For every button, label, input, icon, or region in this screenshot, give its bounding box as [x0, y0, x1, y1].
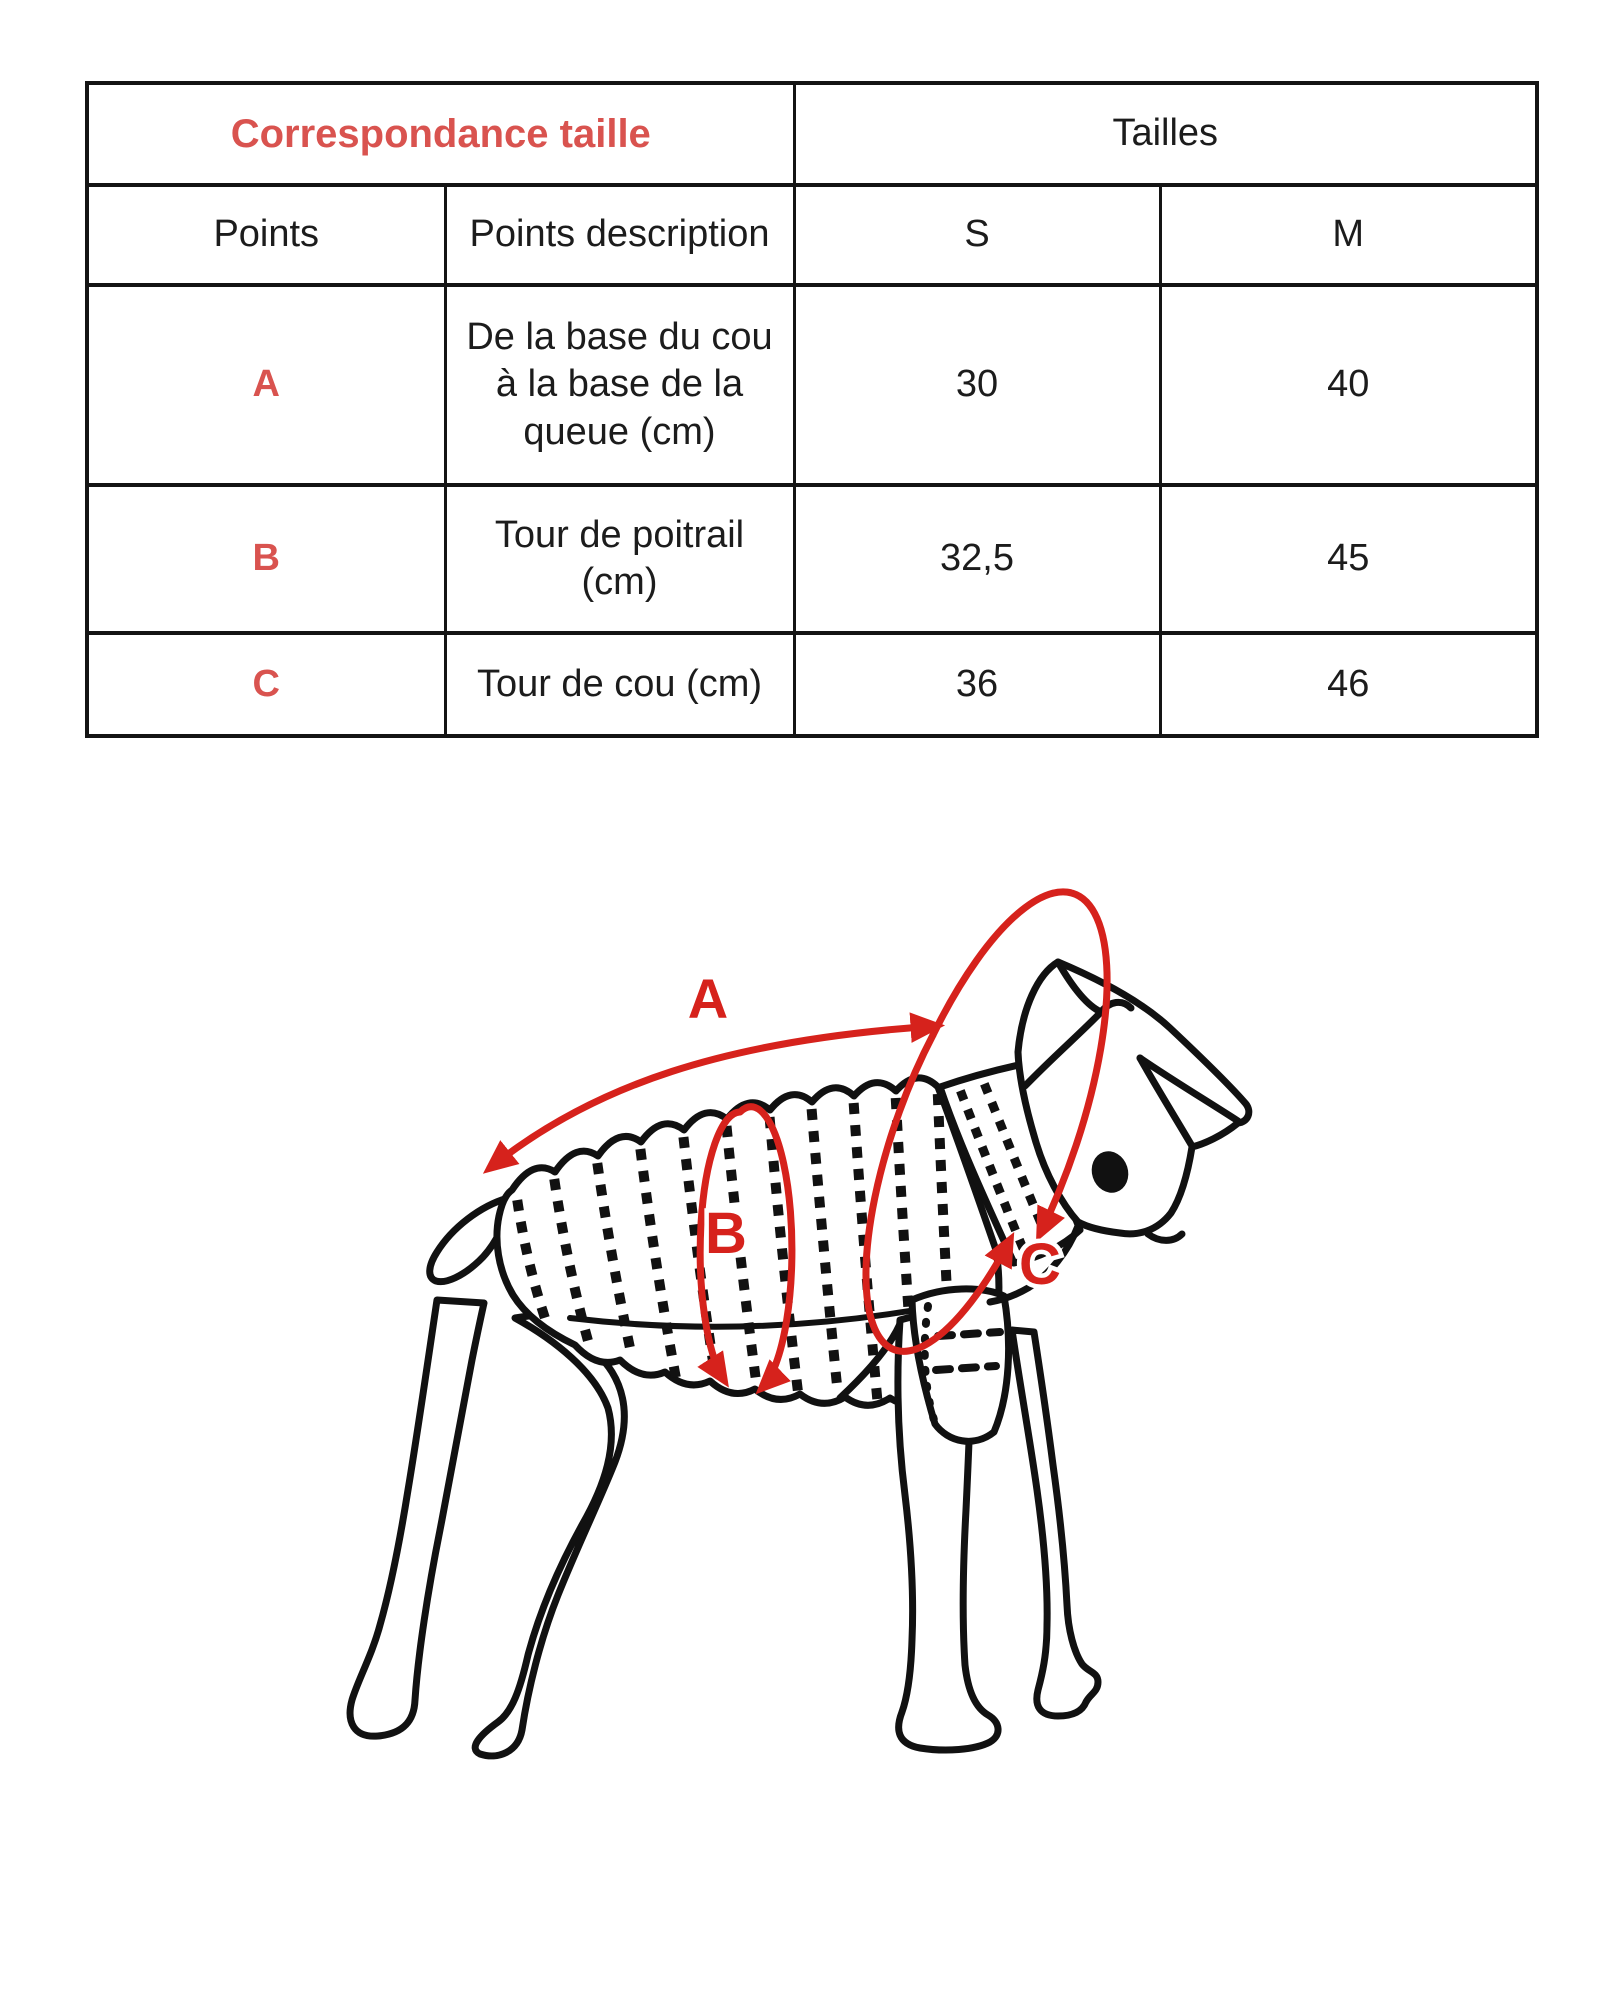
point-letter-b: B [87, 485, 445, 633]
dog-front-leg-far [1012, 1330, 1098, 1716]
diagram-label-c: C [1019, 1232, 1061, 1297]
value-b-s: 32,5 [794, 485, 1160, 633]
table-title: Correspondance taille [87, 83, 794, 185]
dog-line-art [350, 962, 1249, 1756]
value-a-m: 40 [1160, 285, 1537, 485]
dog-rear-leg-near [475, 1315, 624, 1756]
point-letter-a: A [87, 285, 445, 485]
col-header-points-description: Points description [445, 185, 794, 285]
value-b-m: 45 [1160, 485, 1537, 633]
col-header-size-s: S [794, 185, 1160, 285]
dog-mouth [1148, 1234, 1182, 1240]
description-b-text: Tour de poitrail (cm) [494, 513, 745, 603]
col-header-size-m: M [1160, 185, 1537, 285]
description-c-text: Tour de cou (cm) [476, 662, 763, 705]
diagram-label-b: B [705, 1201, 747, 1266]
value-c-s: 36 [794, 633, 1160, 736]
col-header-points: Points [87, 185, 445, 285]
dog-rear-leg-far [350, 1300, 484, 1736]
diagram-label-a: A [687, 967, 729, 1030]
sizes-header: Tailles [794, 83, 1537, 185]
point-letter-c: C [87, 633, 445, 736]
description-a-text: De la base du cou à la base de la queue (cm) [466, 315, 773, 453]
value-c-m: 46 [1160, 633, 1537, 736]
value-a-s: 30 [794, 285, 1160, 485]
